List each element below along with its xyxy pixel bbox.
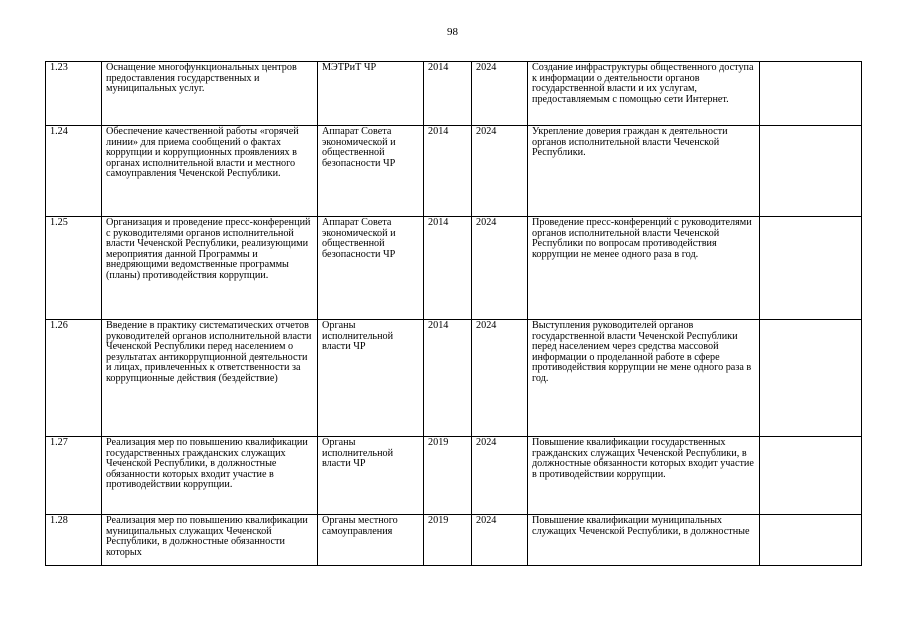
activity-cell: Оснащение многофункциональных центров предоставления государственных и муниципальных услуг. bbox=[102, 62, 318, 126]
table-row bbox=[46, 217, 862, 320]
note-cell bbox=[760, 320, 862, 437]
page-number: 98 bbox=[447, 26, 458, 38]
table-row bbox=[46, 126, 862, 217]
activity-cell: Реализация мер по повышению квалификации муниципальных служащих Чеченской Республики, в должностные обязанности которых bbox=[102, 515, 318, 566]
result-cell: Повышение квалификации муниципальных служащих Чеченской Республики, в должностные bbox=[528, 515, 760, 566]
table-row bbox=[46, 515, 862, 566]
item-number: 1.25 bbox=[46, 217, 102, 320]
item-number: 1.28 bbox=[46, 515, 102, 566]
executor-cell: Органы исполнительной власти ЧР bbox=[318, 320, 424, 437]
start-year-cell: 2014 bbox=[424, 217, 472, 320]
start-year-cell: 2019 bbox=[424, 515, 472, 566]
end-year-cell: 2024 bbox=[472, 515, 528, 566]
activity-cell: Введение в практику систематических отчетов руководителей органов исполнительной власти Чеченской Республики перед населением о результатах антикоррупционной деятельности и лицах, привлеченных к ответственности за коррупционные действия (бездействие) bbox=[102, 320, 318, 437]
end-year-cell: 2024 bbox=[472, 320, 528, 437]
executor-cell: Аппарат Совета экономической и общественной безопасности ЧР bbox=[318, 217, 424, 320]
end-year-cell: 2024 bbox=[472, 126, 528, 217]
item-number: 1.26 bbox=[46, 320, 102, 437]
table-row bbox=[46, 62, 862, 126]
activity-cell: Реализация мер по повышению квалификации государственных гражданских служащих Чеченской Республики, в должностные обязанности которых входит участие в противодействии коррупции. bbox=[102, 437, 318, 515]
activity-cell: Обеспечение качественной работы «горячей линии» для приема сообщений о фактах коррупции и коррупционных проявлениях в органах исполнительной власти и местного самоуправления Чеченской Республики. bbox=[102, 126, 318, 217]
activity-cell: Организация и проведение пресс-конференций с руководителями органов исполнительной власти Чеченской Республики, реализующими мероприятия данной Программы и внедряющими ведомственные программы (планы) противодействия коррупции. bbox=[102, 217, 318, 320]
start-year-cell: 2014 bbox=[424, 320, 472, 437]
measures-table bbox=[45, 61, 862, 566]
end-year-cell: 2024 bbox=[472, 217, 528, 320]
start-year-cell: 2019 bbox=[424, 437, 472, 515]
note-cell bbox=[760, 437, 862, 515]
result-cell: Укрепление доверия граждан к деятельности органов исполнительной власти Чеченской Республики. bbox=[528, 126, 760, 217]
item-number: 1.23 bbox=[46, 62, 102, 126]
executor-cell: МЭТРиТ ЧР bbox=[318, 62, 424, 126]
item-number: 1.24 bbox=[46, 126, 102, 217]
start-year-cell: 2014 bbox=[424, 126, 472, 217]
result-cell: Повышение квалификации государственных гражданских служащих Чеченской Республики, в должностные обязанности которых входит участие в противодействии коррупции. bbox=[528, 437, 760, 515]
end-year-cell: 2024 bbox=[472, 437, 528, 515]
executor-cell: Органы исполнительной власти ЧР bbox=[318, 437, 424, 515]
note-cell bbox=[760, 62, 862, 126]
note-cell bbox=[760, 217, 862, 320]
note-cell bbox=[760, 126, 862, 217]
executor-cell: Органы местного самоуправления bbox=[318, 515, 424, 566]
executor-cell: Аппарат Совета экономической и общественной безопасности ЧР bbox=[318, 126, 424, 217]
item-number: 1.27 bbox=[46, 437, 102, 515]
start-year-cell: 2014 bbox=[424, 62, 472, 126]
result-cell: Проведение пресс-конференций с руководителями органов исполнительной власти Чеченской Республики по вопросам противодействия коррупции не менее одного раза в год. bbox=[528, 217, 760, 320]
result-cell: Создание инфраструктуры общественного доступа к информации о деятельности органов государственной власти и их услугам, предоставляемым с помощью сети Интернет. bbox=[528, 62, 760, 126]
end-year-cell: 2024 bbox=[472, 62, 528, 126]
table-row bbox=[46, 320, 862, 437]
result-cell: Выступления руководителей органов государственной власти Чеченской Республики перед населением через средства массовой информации о проделанной работе в сфере противодействия коррупции не мене одного раза в год. bbox=[528, 320, 760, 437]
note-cell bbox=[760, 515, 862, 566]
table-row bbox=[46, 437, 862, 515]
